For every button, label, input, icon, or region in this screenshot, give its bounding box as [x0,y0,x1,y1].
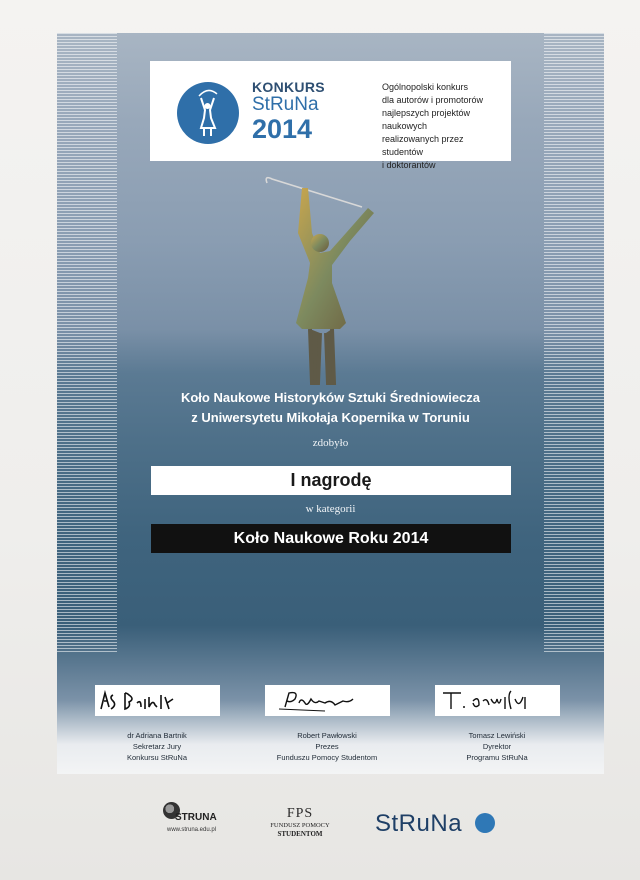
organization-name-line1: Koło Naukowe Historyków Sztuki Średniowiecza [180,390,481,405]
prize-banner: I nagrodę [151,466,511,495]
signature-box-bartnik [95,685,220,716]
signatory-name: Tomasz Lewiński [468,731,526,740]
description-line: najlepszych projektów naukowych [382,108,471,131]
signature-pawlowski-handwriting [265,685,390,716]
achieved-verb: zdobyło [312,437,349,449]
description-line: dla autorów i promotorów [382,95,484,105]
signatory-org: Konkursu StRuNa [126,753,188,762]
right-stripe-decoration [544,33,604,653]
signatory-name: dr Adriana Bartnik [127,731,187,740]
struna-small-url: www.struna.edu.pl [167,827,217,833]
struna-small-name: STRUNA [175,812,217,823]
struna-logo-icon [177,82,239,144]
struna-word: StRuNa [252,94,319,115]
signature-lewinski-handwriting [435,685,560,716]
signature-box-lewinski [435,685,560,716]
statue-illustration [262,173,392,423]
signatory-caption-bartnik [77,730,237,763]
signatory-caption-lewinski [417,730,577,763]
struna-dot-icon [475,813,495,833]
struna-big-logo [375,810,505,840]
signatory-org: Funduszu Pomocy Studentom [276,753,378,762]
category-intro: w kategorii [305,503,356,515]
fps-badge: FPS [286,806,314,821]
struna-small-logo [157,800,237,840]
fps-logo [270,800,330,840]
fps-line2: STUDENTOM [277,830,323,838]
signature-box-pawlowski [265,685,390,716]
signature-bartnik-handwriting [95,685,220,716]
signatory-role: Dyrektor [482,742,512,751]
category-banner: Koło Naukowe Roku 2014 [151,524,511,553]
signatory-name: Robert Pawłowski [297,731,357,740]
signatory-role: Prezes [315,742,339,751]
left-stripe-decoration [57,33,117,653]
logo-year: 2014 [252,114,313,144]
diploma-panel [57,33,604,774]
header-logo-text [252,79,325,143]
header-logo-box [150,61,511,170]
contest-description [382,81,507,172]
fps-line1: FUNDUSZ POMOCY [270,822,330,829]
organization-name-line2: z Uniwersytetu Mikołaja Kopernika w Toruniu [191,410,470,425]
description-line: i doktorantów [382,160,436,170]
description-line: realizowanych przez studentów [382,134,464,157]
struna-big-name: StRuNa [375,810,463,837]
signatory-caption-pawlowski [247,730,407,763]
signatory-role: Sekretarz Jury [132,742,182,751]
konkurs-word: KONKURS [252,79,325,95]
description-line: Ogólnopolski konkurs [382,82,469,92]
signatory-org: Programu StRuNa [466,753,528,762]
